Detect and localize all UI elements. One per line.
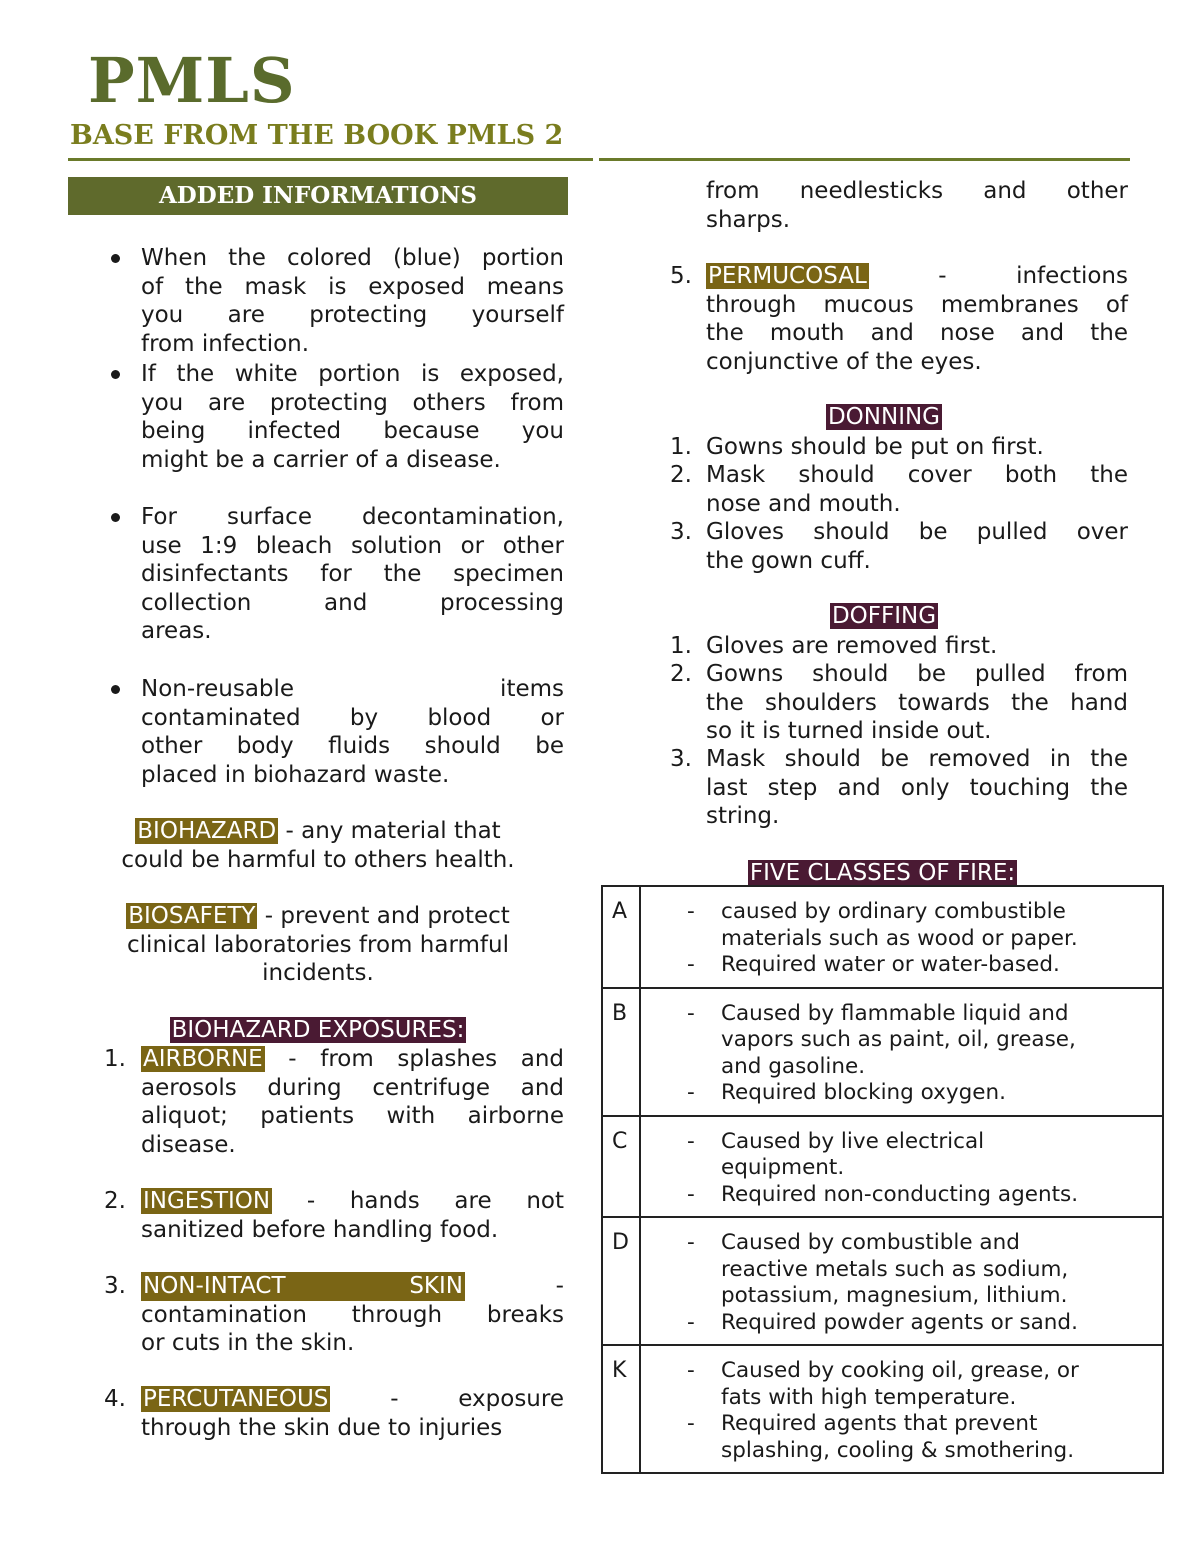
fire-classes-table (601, 885, 1164, 1474)
list-number: 2. (104, 1188, 126, 1214)
fire-class-letter: A (603, 887, 641, 987)
bullet-dot (111, 685, 120, 694)
fire-class-row-k (603, 1344, 1162, 1472)
exposure-term: NON-INTACT SKIN (143, 1273, 463, 1299)
biosafety-definition: BIOSAFETY - prevent and protect clinical laboratories from harmful incidents. (127, 903, 510, 986)
list-number: 5. (670, 263, 692, 289)
biosafety-term: BIOSAFETY (128, 903, 256, 929)
added-informations-heading (68, 177, 568, 215)
doffing-step: Gowns should be pulled from the shoulders towards the hand so it is turned inside out. (706, 661, 1128, 744)
fire-class-row-d (603, 1216, 1162, 1344)
donning-heading: DONNING (827, 404, 941, 430)
doffing-step: Mask should be removed in the last step and only touching the string. (706, 746, 1128, 829)
bullet-item: Non-reusable items contaminated by blood or other body fluids should be placed in biohazard waste. (141, 676, 564, 788)
exposure-continuation: from needlesticks and other sharps. (706, 178, 1128, 233)
list-number: 1. (670, 633, 692, 659)
header-divider-right (599, 158, 1130, 161)
fire-class-detail: - Caused by combustible and reactive metals such as sodium, potassium, magnesium, lithium. (687, 1230, 1069, 1308)
exposure-item: INGESTION - hands are not sanitized before handling food. (141, 1188, 564, 1243)
fire-class-detail: - Required blocking oxygen. (687, 1080, 1006, 1105)
biohazard-exposures-heading: BIOHAZARD EXPOSURES: (171, 1017, 465, 1043)
list-number: 3. (670, 519, 692, 545)
fire-classes-heading: FIVE CLASSES OF FIRE: (749, 860, 1016, 886)
page-subtitle: BASE FROM THE BOOK PMLS 2 (70, 120, 564, 151)
fire-class-detail: - Required water or water-based. (687, 952, 1060, 977)
fire-class-row-c (603, 1115, 1162, 1217)
list-number: 2. (670, 661, 692, 687)
exposure-item: PERCUTANEOUS - exposure through the skin due to injuries (141, 1386, 564, 1441)
fire-class-row-b (603, 987, 1162, 1115)
list-number: 3. (104, 1273, 126, 1299)
list-number: 2. (670, 462, 692, 488)
bullet-dot (111, 513, 120, 522)
fire-class-detail: - Required agents that prevent splashing, cooling & smothering. (687, 1411, 1075, 1463)
doffing-heading: DOFFING (831, 603, 937, 629)
fire-class-letter: K (603, 1346, 641, 1472)
fire-class-letter: C (603, 1117, 641, 1217)
list-number: 3. (670, 746, 692, 772)
fire-class-letter: D (603, 1218, 641, 1344)
donning-step: Mask should cover both the nose and mouth. (706, 462, 1128, 517)
biohazard-term: BIOHAZARD (137, 818, 277, 844)
fire-class-detail: - caused by ordinary combustible materials such as wood or paper. (687, 899, 1078, 951)
biohazard-definition: BIOHAZARD - any material that could be harmful to others health. (121, 818, 515, 873)
list-number: 4. (104, 1386, 126, 1412)
fire-class-detail: - Caused by cooking oil, grease, or fats with high temperature. (687, 1358, 1079, 1410)
added-informations-label: ADDED INFORMATIONS (158, 182, 478, 209)
exposure-term: INGESTION (143, 1188, 271, 1214)
exposure-term: AIRBORNE (143, 1046, 263, 1072)
page-title: PMLS (88, 44, 296, 117)
bullet-dot (111, 254, 120, 263)
exposure-item: AIRBORNE - from splashes and aerosols during centrifuge and aliquot; patients with airborne disease. (141, 1046, 564, 1158)
header-divider-left (68, 158, 593, 161)
exposure-term: PERMUCOSAL (708, 263, 867, 289)
doffing-step: Gloves are removed first. (706, 633, 998, 659)
bullet-item: For surface decontamination, use 1:9 bleach solution or other disinfectants for the specimen collection and processing areas. (141, 504, 564, 644)
list-number: 1. (104, 1046, 126, 1072)
list-number: 1. (670, 434, 692, 460)
fire-class-detail: - Required non-conducting agents. (687, 1181, 1079, 1207)
exposure-term: PERCUTANEOUS (143, 1386, 329, 1412)
exposure-item: NON-INTACT SKIN - contamination through breaks or cuts in the skin. (141, 1273, 564, 1356)
donning-step: Gloves should be pulled over the gown cuff. (706, 519, 1128, 574)
fire-class-row-a (603, 887, 1162, 987)
bullet-item: If the white portion is exposed, you are protecting others from being infected because you might be a carrier of a disease. (141, 361, 564, 473)
exposure-item: PERMUCOSAL - infections through mucous membranes of the mouth and nose and the conjunctive of the eyes. (706, 263, 1128, 375)
bullet-dot (111, 370, 120, 379)
fire-class-detail: - Required powder agents or sand. (687, 1309, 1078, 1335)
donning-step: Gowns should be put on first. (706, 434, 1044, 460)
fire-class-detail: - Caused by live electrical equipment. (687, 1128, 985, 1180)
fire-class-detail: - Caused by flammable liquid and vapors such as paint, oil, grease, and gasoline. (687, 1000, 1076, 1079)
bullet-item: When the colored (blue) portion of the mask is exposed means you are protecting yourself from infection. (141, 245, 564, 357)
fire-class-letter: B (603, 989, 641, 1115)
